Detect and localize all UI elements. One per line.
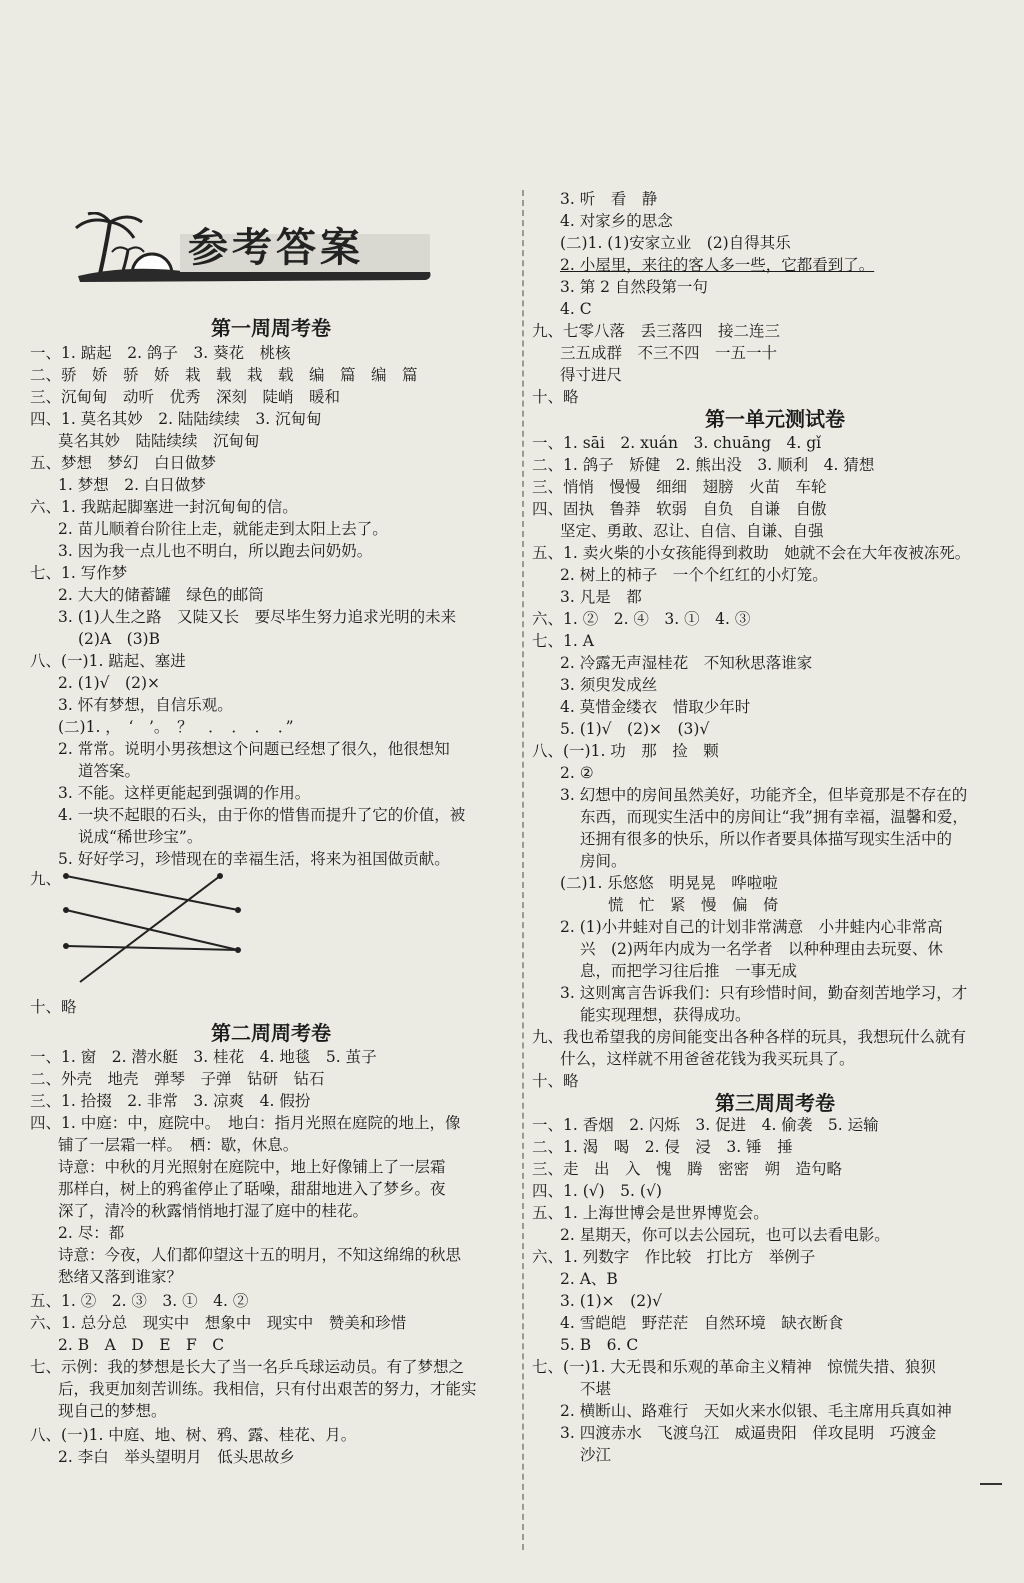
matching-lines-diagram	[60, 870, 250, 988]
answer-line: 六、1. 我踮起脚塞进一封沉甸甸的信。	[30, 498, 298, 516]
answer-line: 2. (1)√ (2)×	[58, 674, 160, 692]
answer-line: 2. 李白 举头望明月 低头思故乡	[58, 1448, 295, 1466]
answer-line: 一、1. sāi 2. xuán 3. chuāng 4. gǐ	[532, 434, 822, 452]
answer-line: 坚定、勇敢、忍让、自信、自谦、自强	[560, 522, 824, 540]
answer-line: 铺了一层霜一样。 栖：歇，休息。	[58, 1136, 299, 1154]
answer-line: (二)1. (1)安家立业 (2)自得其乐	[560, 234, 791, 252]
answer-line: 4. C	[560, 300, 592, 318]
answer-line: 现自己的梦想。	[58, 1402, 167, 1420]
answer-line: 什么，这样就不用爸爸花钱为我买玩具了。	[560, 1050, 855, 1068]
answer-line: 二、骄 娇 骄 娇 栽 载 栽 载 编 篇 编 篇	[30, 366, 418, 384]
answer-line: 慌 忙 紧 慢 偏 倚	[608, 896, 779, 914]
answer-line: 六、1. 列数字 作比较 打比方 举例子	[532, 1248, 816, 1266]
answer-line: 说成“稀世珍宝”。	[78, 828, 203, 846]
answer-line: 2. 冷露无声湿桂花 不知秋思落谁家	[560, 654, 813, 672]
answer-line: 2. 小屋里，来往的客人多一些，它都看到了。	[560, 256, 875, 274]
answer-line: 能实现理想，获得成功。	[580, 1006, 751, 1024]
answer-line: 愁绪又落到谁家？	[58, 1268, 183, 1286]
answer-line: 4. 对家乡的思念	[560, 212, 673, 230]
answer-line: 4. 雪皑皑 野茫茫 自然环境 缺衣断食	[560, 1314, 844, 1332]
answer-line: 1. 梦想 2. 白日做梦	[58, 476, 206, 494]
answer-line: 三、走 出 入 愧 腾 密密 朔 造句略	[532, 1160, 843, 1178]
answers-logo	[70, 212, 440, 284]
answer-line: 六、1. ② 2. ④ 3. ① 4. ③	[532, 610, 751, 628]
answer-line: 3. 幻想中的房间虽然美好，功能齐全，但毕竟那是不存在的	[560, 786, 968, 804]
answer-line: 得寸进尺	[560, 366, 623, 384]
answer-line: 房间。	[580, 852, 627, 870]
answer-line: 七、1. 写作梦	[30, 564, 128, 582]
answer-line: 兴 (2)两年内成为一名学者 以种种理由去玩耍、休	[580, 940, 943, 958]
answer-line: 东西，而现实生活中的房间让“我”拥有幸福，温馨和爱，	[580, 808, 968, 826]
answer-line: 沙江	[580, 1446, 612, 1464]
answer-line: 四、固执 鲁莽 软弱 自负 自谦 自傲	[532, 500, 827, 518]
week2-title: 第二周周考卷	[211, 1021, 331, 1045]
answer-line: 一、1. 踮起 2. 鸽子 3. 葵花 桃核	[30, 344, 291, 362]
column-divider	[522, 190, 524, 1550]
answer-line: 诗意：今夜，人们都仰望这十五的明月，不知这绵绵的秋思	[58, 1246, 462, 1264]
week1-title: 第一周周考卷	[211, 316, 331, 340]
answer-line: 2. B A D E F C	[58, 1336, 225, 1354]
answer-line: 2. 苗儿顺着台阶往上走，就能走到太阳上去了。	[58, 520, 388, 538]
answer-line: 2. (1)小井蛙对自己的计划非常满意 小井蛙内心非常高	[560, 918, 943, 936]
unit1-title: 第一单元测试卷	[705, 407, 845, 431]
answer-line: 四、1. 中庭：中，庭院中。 地白：指月光照在庭院的地上，像	[30, 1114, 461, 1132]
answer-line: 六、1. 总分总 现实中 想象中 现实中 赞美和珍惜	[30, 1314, 407, 1332]
answer-line: 那样白，树上的鸦雀停止了聒噪，甜甜地进入了梦乡。夜	[58, 1180, 446, 1198]
answer-line: 2. 常常。说明小男孩想这个问题已经想了很久，他很想知	[58, 740, 450, 758]
answer-line: 2. 横断山、路难行 天如火来水似银、毛主席用兵真如神	[560, 1402, 952, 1420]
answer-line: 5. 好好学习，珍惜现在的幸福生活，将来为祖国做贡献。	[58, 850, 450, 868]
answer-line: 5. (1)√ (2)× (3)√	[560, 720, 710, 738]
answer-line: 道答案。	[78, 762, 141, 780]
answer-line: 2. 树上的柿子 一个个红红的小灯笼。	[560, 566, 828, 584]
answer-line: 九、七零八落 丢三落四 接二连三	[532, 322, 781, 340]
answer-line: 四、1. 莫名其妙 2. 陆陆续续 3. 沉甸甸	[30, 410, 322, 428]
answer-line: 后，我更加刻苦训练。我相信，只有付出艰苦的努力，才能实	[58, 1380, 477, 1398]
answer-line: 3. 这则寓言告诉我们：只有珍惜时间，勤奋刻苦地学习，才	[560, 984, 968, 1002]
answer-line: 五、梦想 梦幻 白日做梦	[30, 454, 217, 472]
answer-line: 二、1. 渴 喝 2. 侵 浸 3. 锤 捶	[532, 1138, 793, 1156]
answer-line: 不堪	[580, 1380, 612, 1398]
answer-line: 3. (1)× (2)√	[560, 1292, 662, 1310]
answer-line: 三五成群 不三不四 一五一十	[560, 344, 778, 362]
answer-line: 十、略	[30, 998, 77, 1016]
answer-line: 3. (1)人生之路 又陡又长 要尽毕生努力追求光明的未来	[58, 608, 457, 626]
answer-line: 3. 听 看 静	[560, 190, 658, 208]
answer-line: 一、1. 香烟 2. 闪烁 3. 促进 4. 偷袭 5. 运输	[532, 1116, 879, 1134]
answer-line: 八、(一)1. 中庭、地、树、鸦、露、桂花、月。	[30, 1426, 357, 1444]
answer-line: 还拥有很多的快乐，所以作者要具体描写现实生活中的	[580, 830, 953, 848]
answer-line: 2. 星期天，你可以去公园玩，也可以去看电影。	[560, 1226, 890, 1244]
answer-line: 3. 第 2 自然段第一句	[560, 278, 708, 296]
answer-line: 九、我也希望我的房间能变出各种各样的玩具，我想玩什么就有	[532, 1028, 967, 1046]
answer-line: 二、1. 鸽子 矫健 2. 熊出没 3. 顺利 4. 猜想	[532, 456, 875, 474]
answer-line: 一、1. 窗 2. 潜水艇 3. 桂花 4. 地毯 5. 茧子	[30, 1048, 377, 1066]
page-title: 参考答案	[188, 224, 364, 271]
answer-line: 莫名其妙 陆陆续续 沉甸甸	[58, 432, 260, 450]
answer-line: 七、(一)1. 大无畏和乐观的革命主义精神 惊慌失措、狼狈	[532, 1358, 936, 1376]
answer-line: 3. 须臾发成丝	[560, 676, 658, 694]
answer-line: 5. B 6. C	[560, 1336, 639, 1354]
page-number-rule	[980, 1483, 1002, 1485]
answer-line: 五、1. 卖火柴的小女孩能得到救助 她就不会在大年夜被冻死。	[532, 544, 971, 562]
answer-line: 七、示例：我的梦想是长大了当一名乒乓球运动员。有了梦想之	[30, 1358, 465, 1376]
answer-line: 深了，清冷的秋露悄悄地打湿了庭中的桂花。	[58, 1202, 369, 1220]
answer-line: 三、悄悄 慢慢 细细 翅膀 火苗 车轮	[532, 478, 827, 496]
answer-line: 息，而把学习往后推 一事无成	[580, 962, 798, 980]
answer-line: 五、1. 上海世博会是世界博览会。	[532, 1204, 769, 1222]
answer-line: (二)1. 乐悠悠 明晃晃 哗啦啦	[560, 874, 778, 892]
answer-line: (2)A (3)B	[78, 630, 160, 648]
answer-line: 3. 四渡赤水 飞渡乌江 威逼贵阳 佯攻昆明 巧渡金	[560, 1424, 937, 1442]
answer-line: 七、1. A	[532, 632, 594, 650]
answer-line: 三、1. 拾掇 2. 非常 3. 凉爽 4. 假扮	[30, 1092, 311, 1110]
answer-line: 四、1. (√) 5. (√)	[532, 1182, 662, 1200]
answer-line: 4. 一块不起眼的石头，由于你的惜售而提升了它的价值，被	[58, 806, 466, 824]
answer-line: 2. 尽：都	[58, 1224, 125, 1242]
answer-line: 九、	[30, 870, 62, 888]
answer-line: (二)1. ， ‘ ’。 ？ ． ． ． ．”	[58, 718, 294, 736]
answer-line: 三、沉甸甸 动听 优秀 深刻 陡峭 暖和	[30, 388, 341, 406]
answer-line: 诗意：中秋的月光照射在庭院中，地上好像铺上了一层霜	[58, 1158, 446, 1176]
answer-line: 八、(一)1. 功 那 捡 颗	[532, 742, 719, 760]
answer-line: 2. A、B	[560, 1270, 618, 1288]
answer-line: 4. 莫惜金缕衣 惜取少年时	[560, 698, 751, 716]
answer-line: 3. 怀有梦想，自信乐观。	[58, 696, 233, 714]
week3-title: 第三周周考卷	[715, 1091, 835, 1115]
answer-line: 3. 凡是 都	[560, 588, 642, 606]
answer-line: 八、(一)1. 踮起、塞进	[30, 652, 186, 670]
answer-line: 2. ②	[560, 764, 594, 782]
answer-line: 3. 因为我一点儿也不明白，所以跑去问奶奶。	[58, 542, 373, 560]
answer-line: 五、1. ② 2. ③ 3. ① 4. ②	[30, 1292, 249, 1310]
answer-line: 十、略	[532, 388, 579, 406]
answer-line: 二、外壳 地壳 弹琴 子弹 钻研 钻石	[30, 1070, 325, 1088]
answer-line: 3. 不能。这样更能起到强调的作用。	[58, 784, 311, 802]
answer-line: 十、略	[532, 1072, 579, 1090]
answer-line: 2. 大大的储蓄罐 绿色的邮筒	[58, 586, 264, 604]
